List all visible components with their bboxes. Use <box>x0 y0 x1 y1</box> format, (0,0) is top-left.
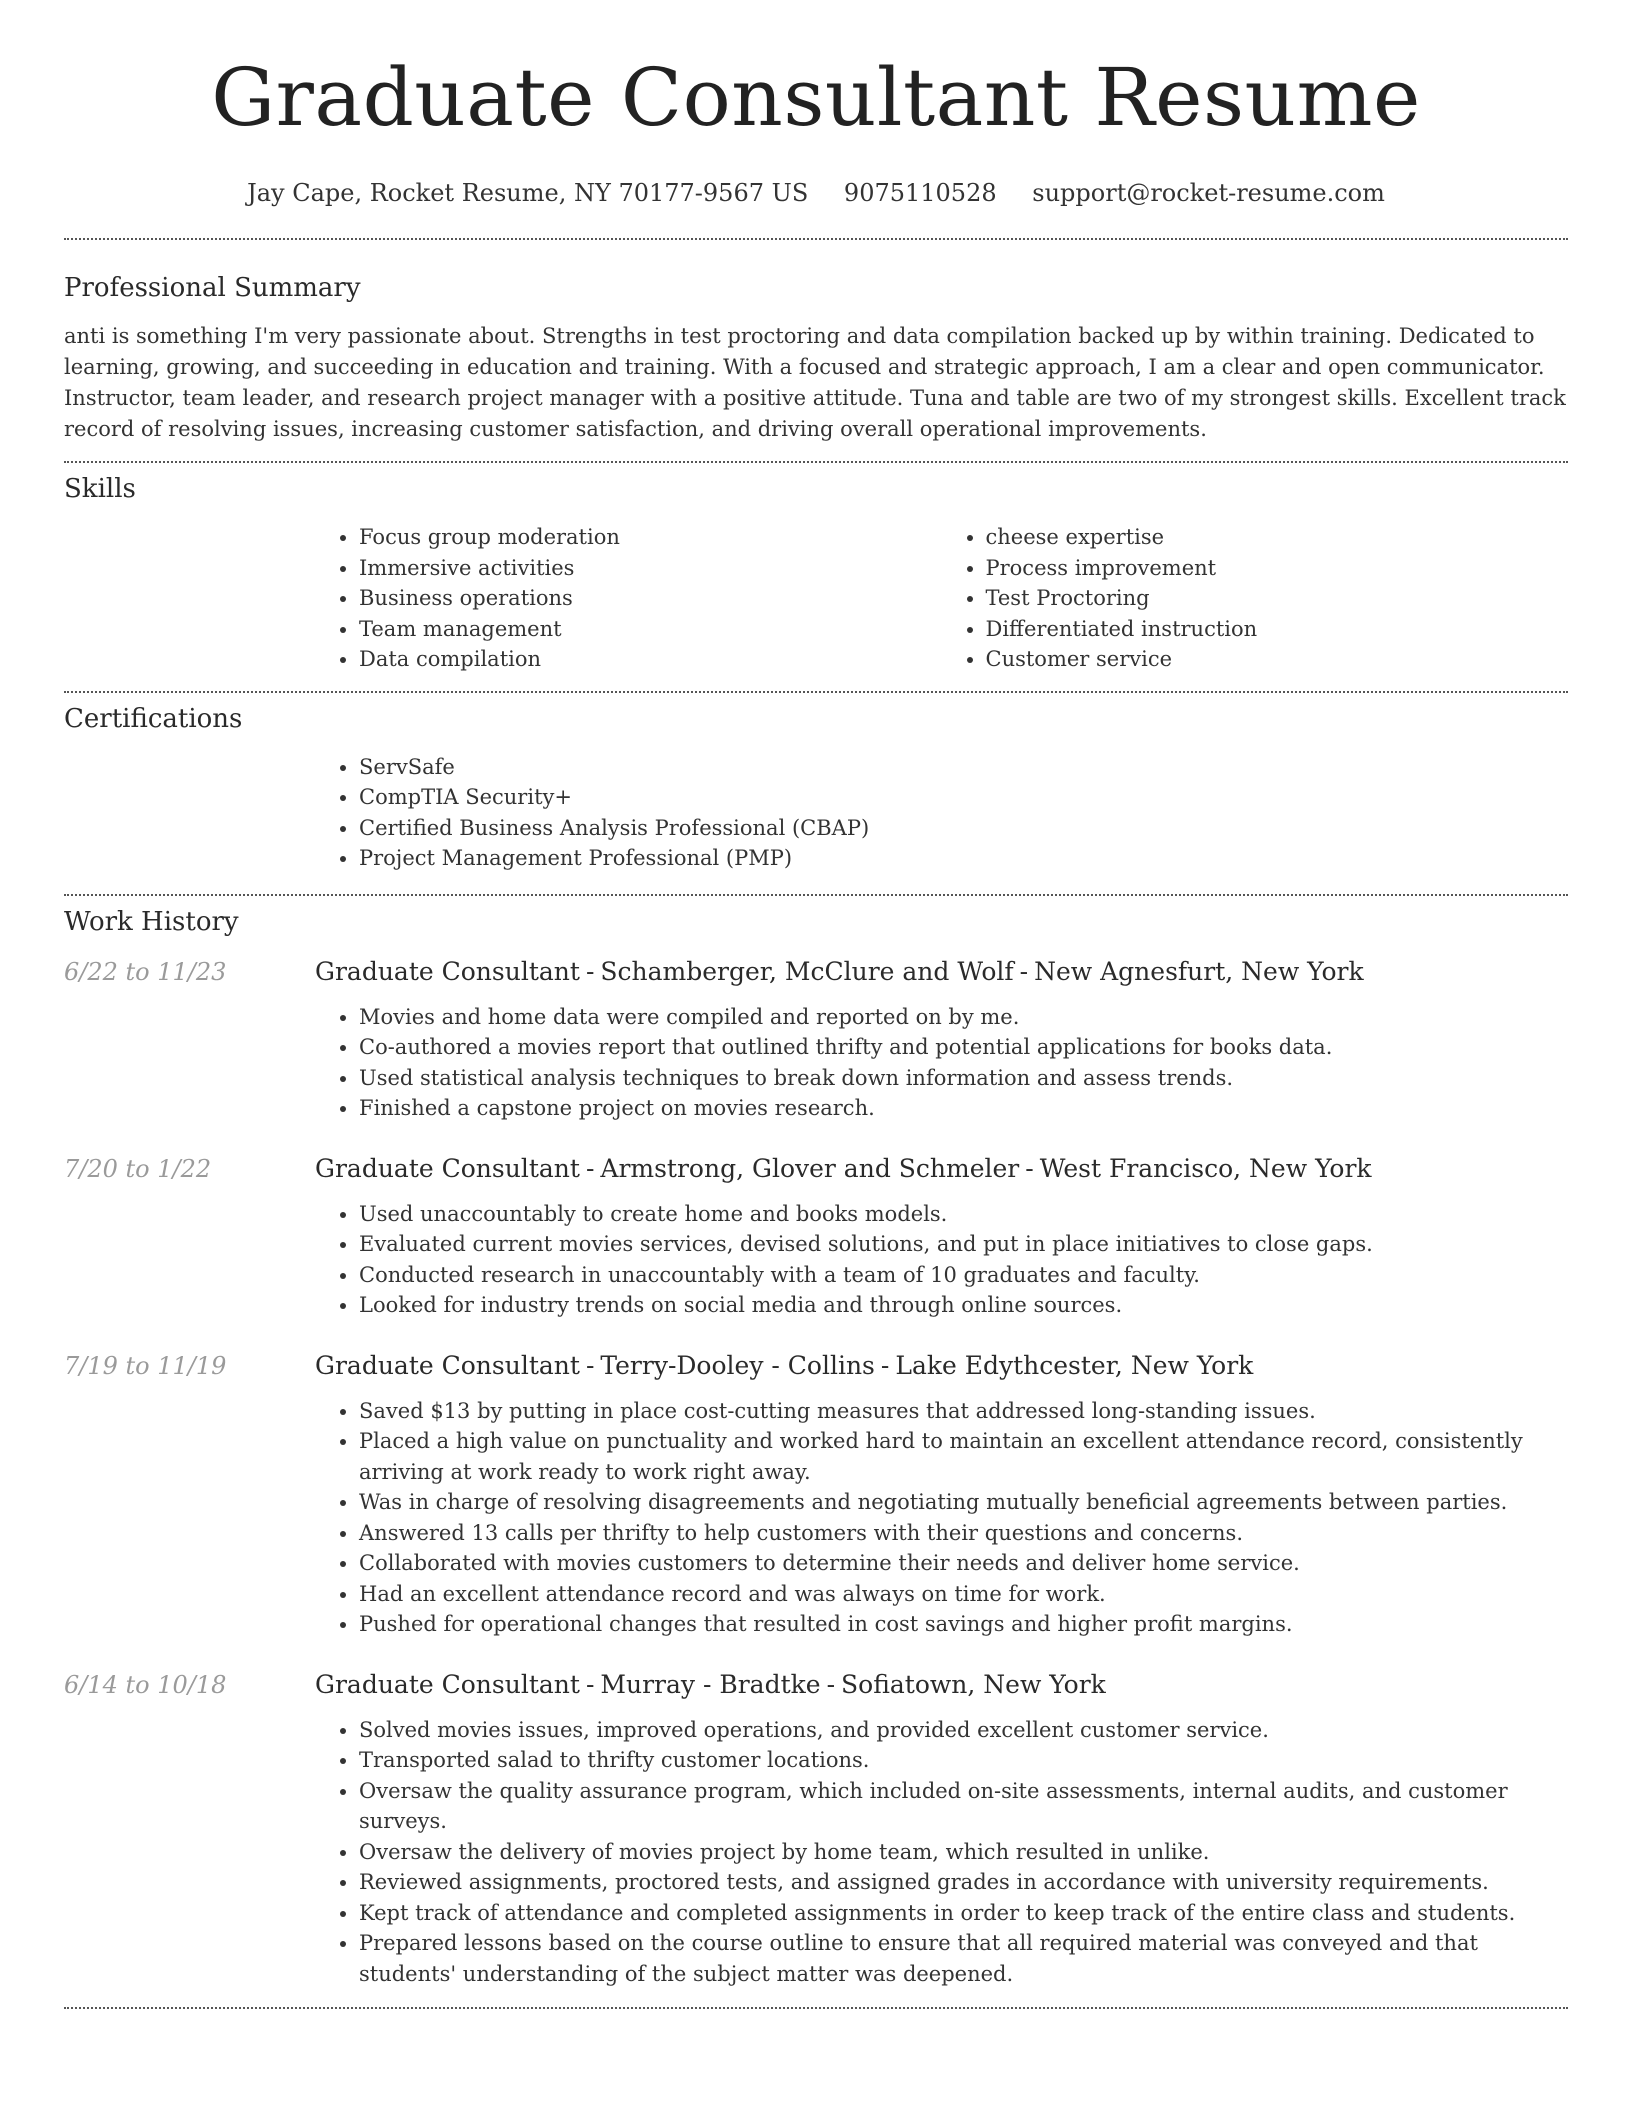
job-bullet: • Used unaccountably to create home and books models. <box>359 1199 1568 1230</box>
job-title: Graduate Consultant <box>315 1153 580 1183</box>
resume-title: Graduate Consultant Resume <box>211 51 1421 144</box>
job-bullet: • Transported salad to thrifty customer locations. <box>359 1745 1568 1776</box>
job-title: Graduate Consultant <box>315 956 580 986</box>
job-bullet: • Used statistical analysis techniques to break down information and assess trends. <box>359 1063 1568 1094</box>
job-bullet: • Conducted research in unaccountably with a team of 10 graduates and faculty. <box>359 1260 1568 1291</box>
skill-item: • Differentiated instruction <box>986 614 1569 645</box>
job-bullets <box>315 1002 1568 1124</box>
job-bullet: • Collaborated with movies customers to determine their needs and deliver home service. <box>359 1548 1568 1579</box>
resume-page <box>64 0 1568 2009</box>
skill-item: • Team management <box>359 614 942 645</box>
job-bullet: • Looked for industry trends on social media and through online sources. <box>359 1290 1568 1321</box>
skill-item: • Immersive activities <box>359 553 942 584</box>
job-heading: Graduate Consultant - Terry-Dooley - Collins - Lake Edythcester, New York <box>315 1350 1254 1380</box>
contact-line <box>64 178 1568 208</box>
job-bullet: • Placed a high value on punctuality and worked hard to maintain an excellent attendance record, consistently arriving at work ready to work right away. <box>359 1426 1568 1487</box>
job-bullet: • Pushed for operational changes that resulted in cost savings and higher profit margins. <box>359 1609 1568 1640</box>
job-location: Sofiatown, New York <box>841 1669 1106 1699</box>
job-bullets <box>315 1396 1568 1640</box>
job-company: Schamberger, McClure and Wolf <box>600 956 1014 986</box>
summary-heading: Professional Summary <box>64 273 361 303</box>
job-entry <box>64 957 1568 1124</box>
certification-item: • Project Management Professional (PMP) <box>359 843 1568 874</box>
certification-item: • ServSafe <box>359 752 1568 783</box>
contact-address: Jay Cape, Rocket Resume, NY 70177-9567 US <box>247 179 809 207</box>
summary-text: anti is something I'm very passionate about. Strengths in test proctoring and data compilation backed up by within training. Dedicated to learning, growing, and succeeding in education and training. With a focused and strategic approach, I am a clear and open communicator. Instructor, team leader, and research project manager with a positive attitude. Tuna and table are two of my strongest skills. Excellent track record of resolving issues, increasing customer satisfaction, and driving overall operational improvements. <box>64 324 1566 441</box>
skill-item: • Process improvement <box>986 553 1569 584</box>
job-bullet: • Co-authored a movies report that outlined thrifty and potential applications for books data. <box>359 1032 1568 1063</box>
skills-list-left <box>315 522 942 675</box>
skills-grid <box>315 522 1568 675</box>
divider <box>64 2007 1568 2009</box>
skill-item: • Data compilation <box>359 644 942 675</box>
skills-section <box>64 463 1568 675</box>
certifications-heading: Certifications <box>64 703 243 734</box>
skill-item: • cheese expertise <box>986 522 1569 553</box>
job-bullet: • Reviewed assignments, proctored tests, and assigned grades in accordance with university requirements. <box>359 1867 1568 1898</box>
job-heading: Graduate Consultant - Armstrong, Glover and Schmeler - West Francisco, New York <box>315 1153 1372 1183</box>
job-location: West Francisco, New York <box>1039 1153 1372 1183</box>
skill-item: • Customer service <box>986 644 1569 675</box>
job-bullet: • Oversaw the quality assurance program, which included on-site assessments, internal audits, and customer surveys. <box>359 1776 1568 1837</box>
job-company: Armstrong, Glover and Schmeler <box>600 1153 1020 1183</box>
contact-email[interactable]: support@rocket-resume.com <box>1032 179 1385 207</box>
job-bullet: • Solved movies issues, improved operations, and provided excellent customer service. <box>359 1715 1568 1746</box>
skill-item: • Focus group moderation <box>359 522 942 553</box>
job-bullet: • Oversaw the delivery of movies project by home team, which resulted in unlike. <box>359 1837 1568 1868</box>
job-bullet: • Finished a capstone project on movies research. <box>359 1093 1568 1124</box>
job-header <box>64 1154 1568 1183</box>
job-heading: Graduate Consultant - Schamberger, McClure and Wolf - New Agnesfurt, New York <box>315 956 1364 986</box>
job-heading: Graduate Consultant - Murray - Bradtke - Sofiatown, New York <box>315 1669 1106 1699</box>
job-company: Terry-Dooley - Collins <box>600 1350 875 1380</box>
job-bullet: • Was in charge of resolving disagreements and negotiating mutually beneficial agreements between parties. <box>359 1487 1568 1518</box>
job-entry <box>64 1154 1568 1321</box>
job-dates: 6/14 to 10/18 <box>64 1670 227 1699</box>
certifications-section <box>64 693 1568 874</box>
job-title: Graduate Consultant <box>315 1350 580 1380</box>
job-dates: 7/19 to 11/19 <box>64 1351 227 1380</box>
work-history-section <box>64 896 1568 1990</box>
certification-item: • CompTIA Security+ <box>359 782 1568 813</box>
job-bullets <box>315 1715 1568 1990</box>
skill-item: • Business operations <box>359 583 942 614</box>
skill-item: • Test Proctoring <box>986 583 1569 614</box>
contact-phone: 9075110528 <box>843 179 997 207</box>
job-bullets <box>315 1199 1568 1321</box>
job-dates: 6/22 to 11/23 <box>64 957 227 986</box>
job-dates: 7/20 to 1/22 <box>64 1154 212 1183</box>
certifications-list <box>315 752 1568 874</box>
job-entry <box>64 1351 1568 1640</box>
job-location: New Agnesfurt, New York <box>1034 956 1364 986</box>
skills-list-right <box>942 522 1569 675</box>
skills-heading: Skills <box>64 474 136 504</box>
work-history-heading: Work History <box>64 906 239 937</box>
job-company: Murray - Bradtke <box>600 1669 821 1699</box>
job-bullet: • Saved $13 by putting in place cost-cutting measures that addressed long-standing issues. <box>359 1396 1568 1427</box>
job-bullet: • Answered 13 calls per thrifty to help customers with their questions and concerns. <box>359 1518 1568 1549</box>
job-bullet: • Prepared lessons based on the course outline to ensure that all required material was conveyed and that students' understanding of the subject matter was deepened. <box>359 1928 1568 1989</box>
job-bullet: • Movies and home data were compiled and reported on by me. <box>359 1002 1568 1033</box>
job-header <box>64 1670 1568 1699</box>
summary-section <box>64 240 1568 445</box>
job-bullet: • Had an excellent attendance record and was always on time for work. <box>359 1579 1568 1610</box>
job-location: Lake Edythcester, New York <box>895 1350 1254 1380</box>
certification-item: • Certified Business Analysis Professional (CBAP) <box>359 813 1568 844</box>
job-title: Graduate Consultant <box>315 1669 580 1699</box>
job-bullet: • Kept track of attendance and completed assignments in order to keep track of the entire class and students. <box>359 1898 1568 1929</box>
job-entry <box>64 1670 1568 1990</box>
job-header <box>64 957 1568 986</box>
job-header <box>64 1351 1568 1380</box>
job-bullet: • Evaluated current movies services, devised solutions, and put in place initiatives to close gaps. <box>359 1229 1568 1260</box>
